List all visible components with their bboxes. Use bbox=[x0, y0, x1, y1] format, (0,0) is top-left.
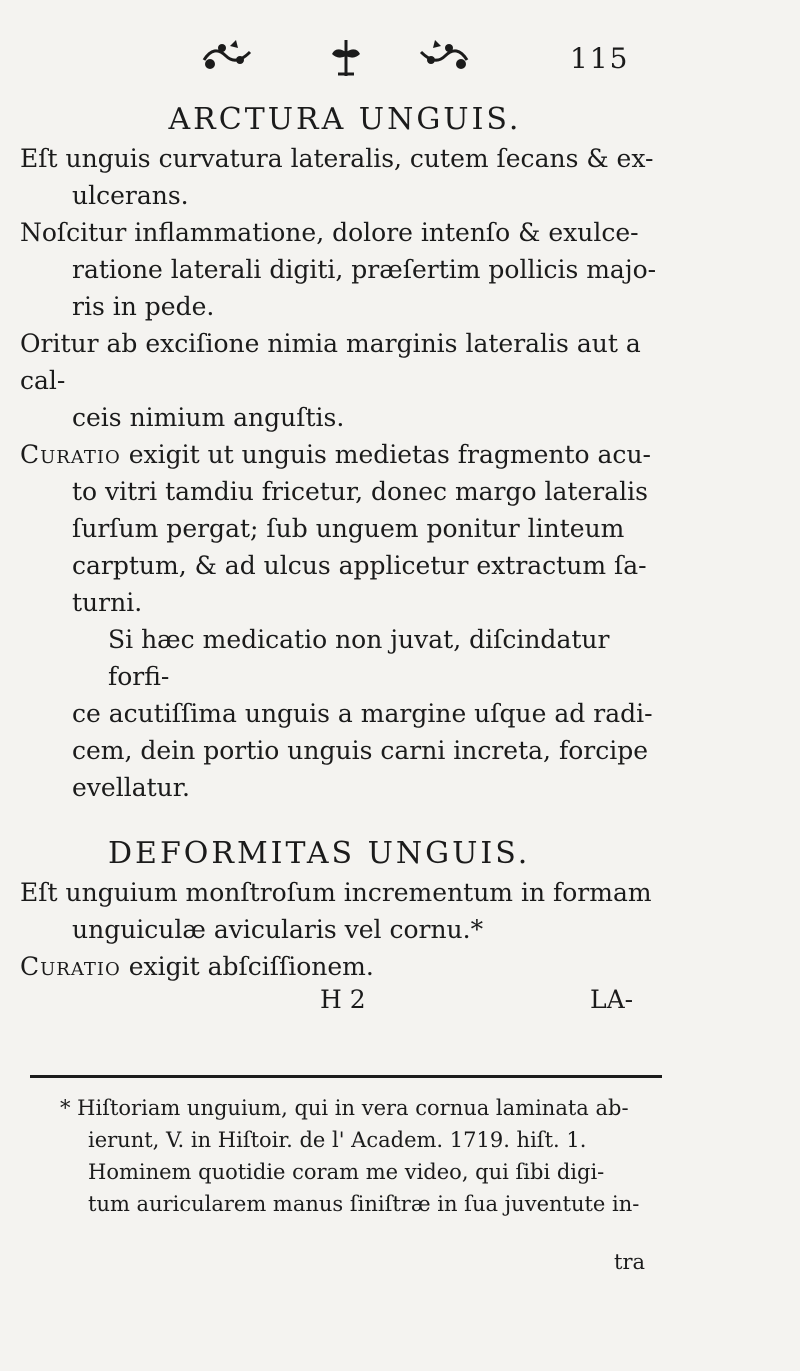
paragraph-diagnosis bbox=[20, 214, 670, 325]
paragraph-treatment bbox=[20, 436, 670, 621]
text-line bbox=[20, 948, 670, 985]
text-line: ſurſum pergat; ſub unguem ponitur linteum bbox=[72, 514, 625, 543]
text-line bbox=[20, 436, 670, 473]
left-floral-ornament-icon bbox=[200, 38, 256, 74]
main-text bbox=[20, 100, 670, 1023]
paragraph-deformity-definition bbox=[20, 874, 670, 948]
paragraph-cause bbox=[20, 325, 670, 436]
signature-mark: H 2 bbox=[320, 985, 366, 1014]
text-line: Eſt unguis curvatura lateralis, cutem ſecans & ex- bbox=[20, 144, 654, 173]
right-floral-ornament-icon bbox=[415, 38, 471, 74]
footnote-rule bbox=[30, 1075, 662, 1078]
footnote-catchword: tra bbox=[614, 1250, 645, 1274]
header-ornaments bbox=[0, 38, 800, 88]
text-line: Oritur ab exciſione nimia marginis lateralis aut a cal- bbox=[20, 329, 641, 395]
paragraph-definition bbox=[20, 140, 670, 214]
text-line: ris in pede. bbox=[72, 292, 215, 321]
text-line: Eſt unguium monſtroſum incrementum in formam bbox=[20, 878, 652, 907]
section-heading-arctura: ARCTURA UNGUIS. bbox=[168, 102, 522, 137]
text-line: ratione laterali digiti, præſertim pollicis majo- bbox=[72, 255, 657, 284]
section-heading-deformitas: DEFORMITAS UNGUIS. bbox=[108, 836, 531, 871]
curatio-label: Curatio bbox=[20, 440, 121, 469]
text-line: carptum, & ad ulcus applicetur extractum ſa- bbox=[72, 551, 647, 580]
catchword: LA- bbox=[590, 985, 634, 1014]
text-line: to vitri tamdiu fricetur, donec margo lateralis bbox=[72, 477, 648, 506]
paragraph-deformity-treatment bbox=[20, 948, 670, 985]
footnote-line: ierunt, V. in Hiſtoir. de l' Academ. 1719. hiſt. 1. bbox=[88, 1128, 587, 1152]
curatio-label: Curatio bbox=[20, 952, 121, 981]
text-line: ce acutiſſima unguis a margine uſque ad radi- bbox=[72, 699, 653, 728]
text-line: ulcerans. bbox=[72, 181, 189, 210]
signature-line bbox=[20, 985, 670, 1023]
text-line: unguiculæ avicularis vel cornu.* bbox=[72, 915, 484, 944]
center-sprig-ornament-icon bbox=[328, 38, 364, 78]
text-line: ceis nimium anguſtis. bbox=[72, 403, 345, 432]
text-line: turni. bbox=[72, 588, 143, 617]
text-line: Si hæc medicatio non juvat, diſcindatur forfi- bbox=[108, 625, 610, 691]
text-line: evellatur. bbox=[72, 773, 190, 802]
footnote-line: tum auricularem manus ſiniſtræ in ſua juventute in- bbox=[88, 1192, 640, 1216]
text-line: cem, dein portio unguis carni increta, forcipe bbox=[72, 736, 649, 765]
section-spacer bbox=[20, 806, 670, 834]
text-run: exigit abſciſſionem. bbox=[120, 952, 374, 981]
paragraph-surgery bbox=[20, 621, 670, 806]
footnote bbox=[60, 1092, 660, 1220]
text-run: exigit ut unguis medietas fragmento acu- bbox=[120, 440, 651, 469]
footnote-line: * Hiſtoriam unguium, qui in vera cornua laminata ab- bbox=[60, 1096, 629, 1120]
page-number: 115 bbox=[570, 42, 630, 75]
text-line: Noſcitur inflammatione, dolore intenſo & exulce- bbox=[20, 218, 639, 247]
footnote-line: Hominem quotidie coram me video, qui ſibi digi- bbox=[88, 1160, 605, 1184]
